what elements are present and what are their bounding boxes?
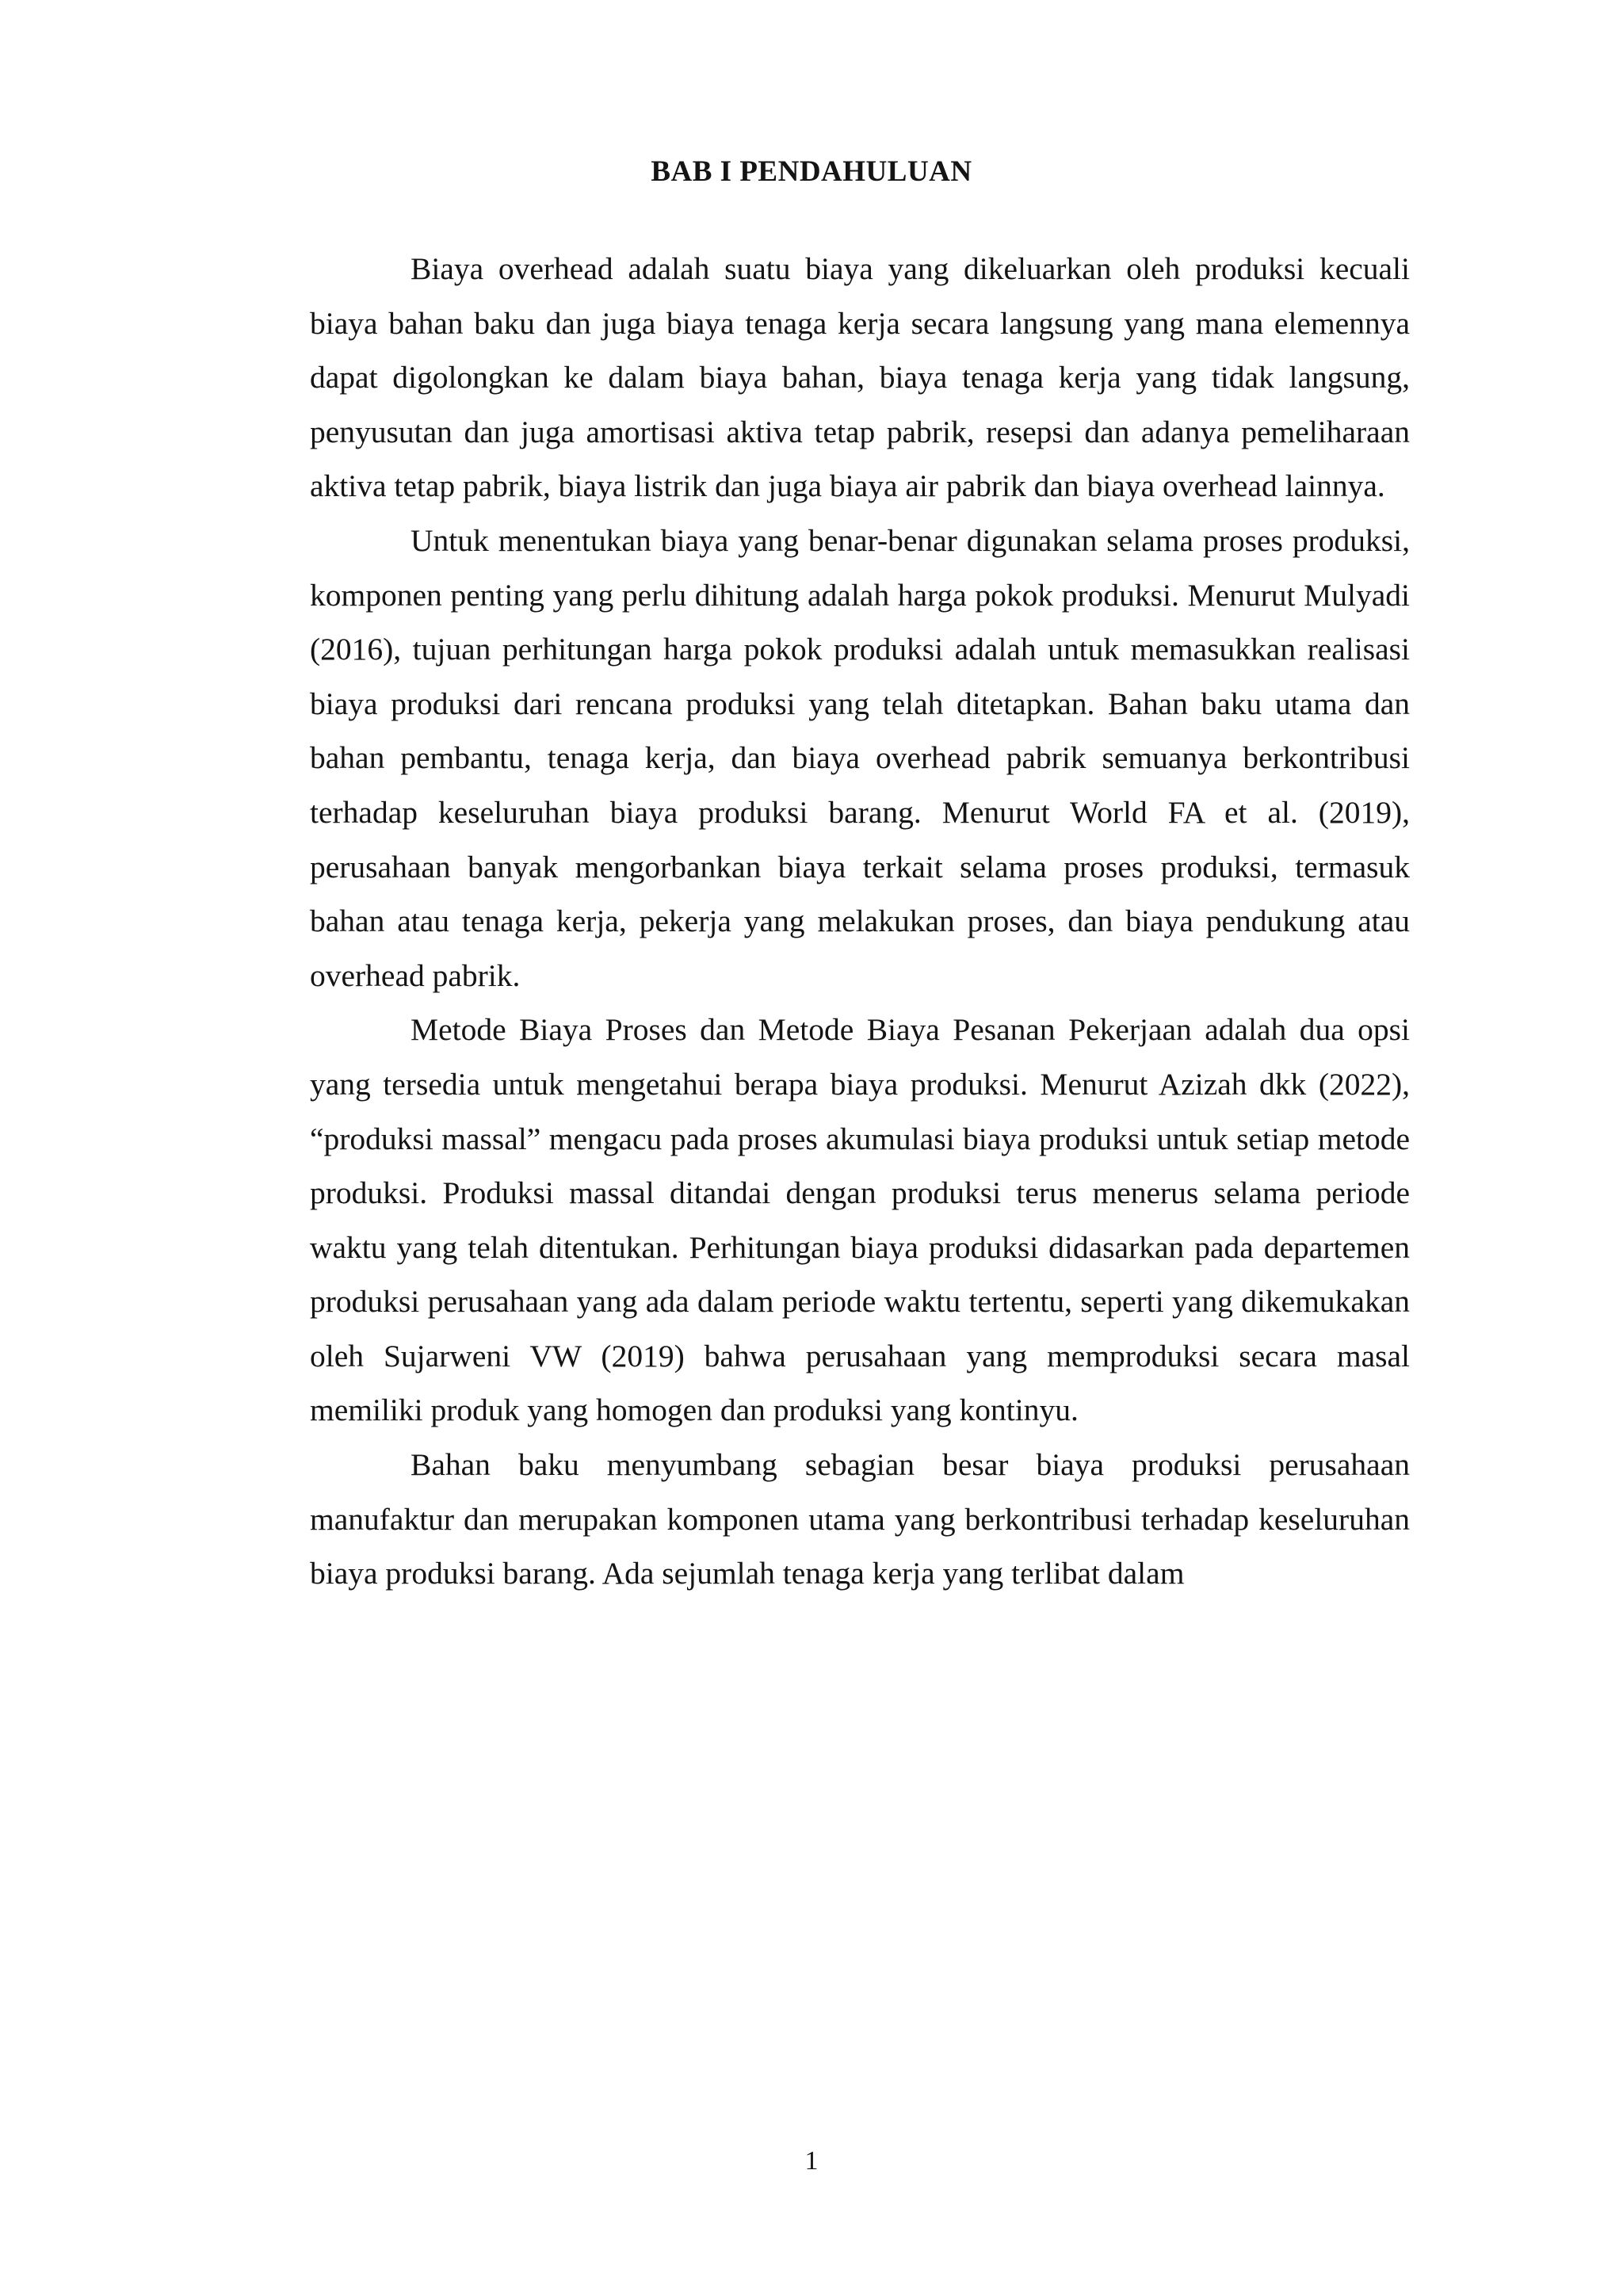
paragraph-2: Untuk menentukan biaya yang benar-benar digunakan selama proses produksi, komponen penting yang perlu dihitung adalah harga pokok produksi. Menurut Mulyadi (2016), tujuan perhitungan harga pokok produksi adalah untuk memasukkan realisasi biaya produksi dari rencana produksi yang telah ditetapkan. Bahan baku utama dan bahan pembantu, tenaga kerja, dan biaya overhead pabrik semuanya berkontribusi terhadap keseluruhan biaya produksi barang. Menurut World FA et al. (2019), perusahaan banyak mengorbankan biaya terkait selama proses produksi, termasuk bahan atau tenaga kerja, pekerja yang melakukan proses, dan biaya pendukung atau overhead pabrik. [310, 522, 1410, 993]
body-text [310, 242, 1410, 1601]
paragraph-1: Biaya overhead adalah suatu biaya yang dikeluarkan oleh produksi kecuali biaya bahan baku dan juga biaya tenaga kerja secara langsung yang mana elemennya dapat digolongkan ke dalam biaya bahan, biaya tenaga kerja yang tidak langsung, penyusutan dan juga amortisasi aktiva tetap pabrik, resepsi dan adanya pemeliharaan aktiva tetap pabrik, biaya listrik dan juga biaya air pabrik dan biaya overhead lainnya. [310, 251, 1410, 504]
page-number: 1 [804, 2146, 819, 2176]
chapter-title: BAB I PENDAHULUAN [651, 155, 972, 188]
paragraph-4: Bahan baku menyumbang sebagian besar biaya produksi perusahaan manufaktur dan merupakan komponen utama yang berkontribusi terhadap keseluruhan biaya produksi barang. Ada sejumlah tenaga kerja yang terlibat dalam [310, 1447, 1410, 1591]
paragraph-3: Metode Biaya Proses dan Metode Biaya Pesanan Pekerjaan adalah dua opsi yang tersedia untuk mengetahui berapa biaya produksi. Menurut Azizah dkk (2022), “produksi massal” mengacu pada proses akumulasi biaya produksi untuk setiap metode produksi. Produksi massal ditandai dengan produksi terus menerus selama periode waktu yang telah ditentukan. Perhitungan biaya produksi didasarkan pada departemen produksi perusahaan yang ada dalam periode waktu tertentu, seperti yang dikemukakan oleh Sujarweni VW (2019) bahwa perusahaan yang memproduksi secara masal memiliki produk yang homogen dan produksi yang kontinyu. [310, 1012, 1410, 1428]
